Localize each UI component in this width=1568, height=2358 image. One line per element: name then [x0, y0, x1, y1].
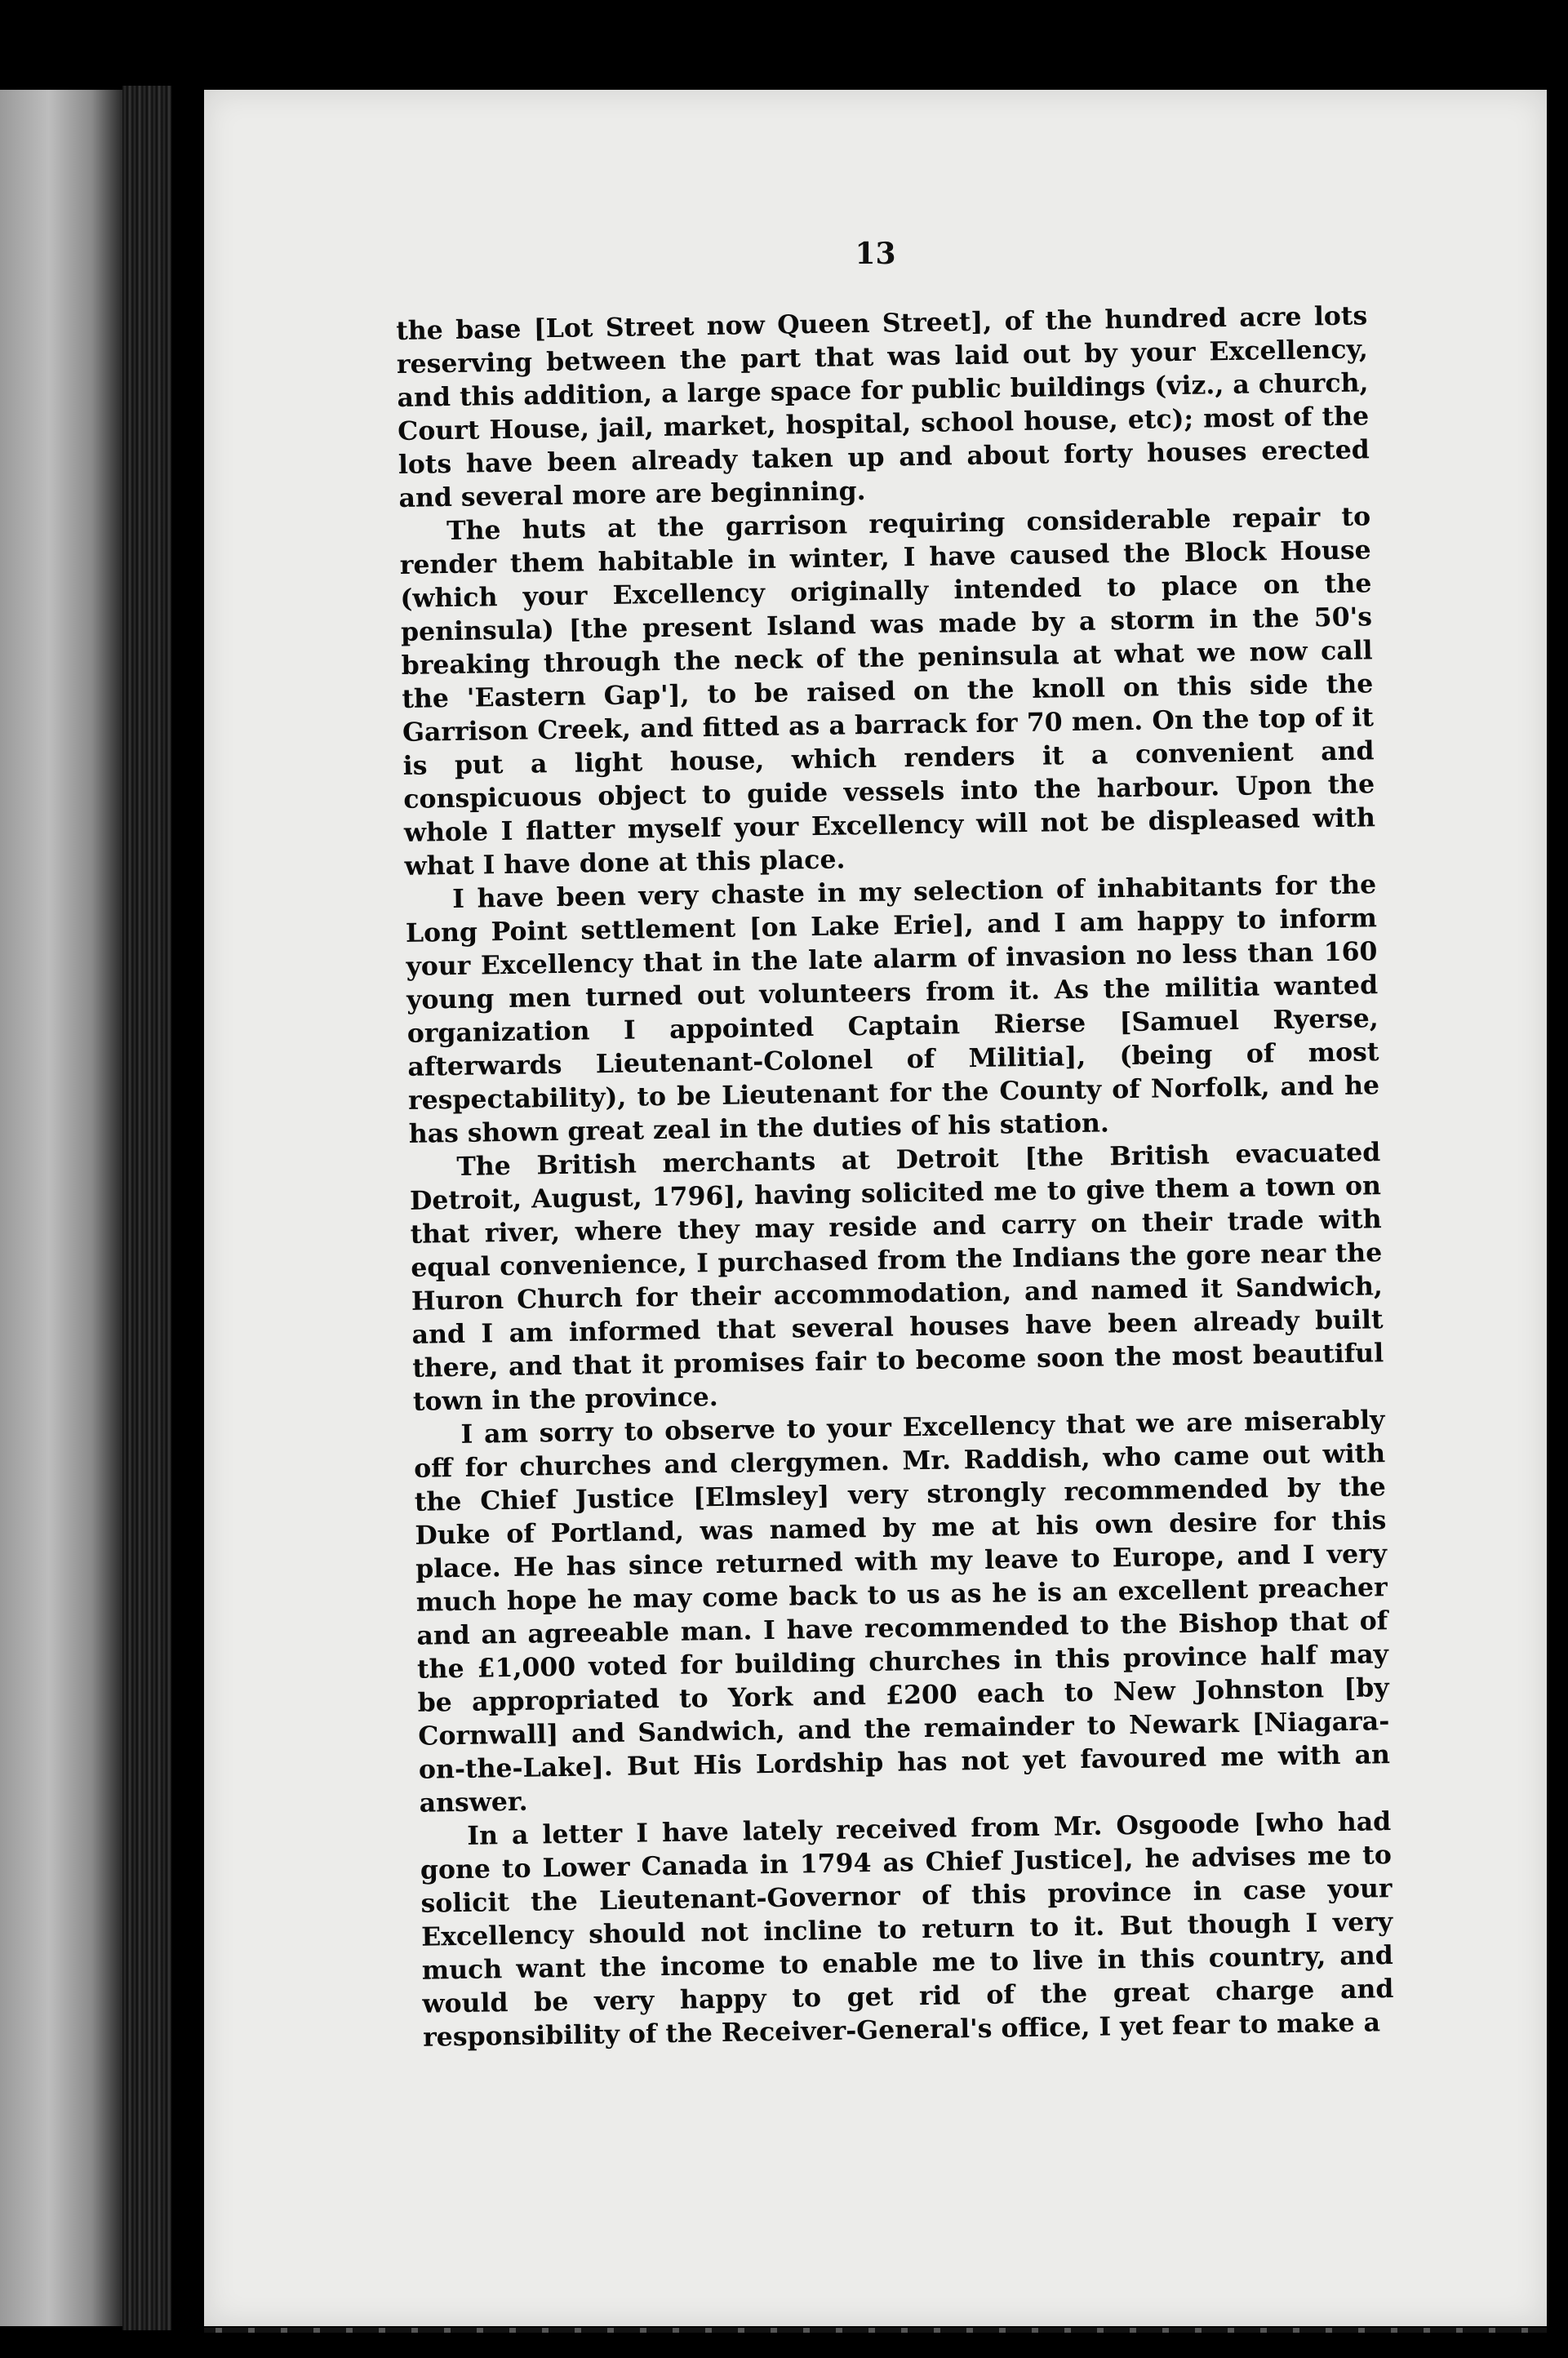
page-bottom-edge	[204, 2328, 1547, 2333]
book-gutter	[122, 86, 171, 2330]
paragraph-4: The British merchants at Detroit [the British evacuated Detroit, August, 1796], having solicited me to give them a town on that river, where they may reside and carry on their trade with equal convenience, I purchased from the Indians the gore near the Huron Church for their accommodation, and named it Sandwich, and I am informed that several houses have been already built there, and that it promises fair to become soon the most beautiful town in the province.	[409, 1137, 1384, 1417]
paragraph-6: In a letter I have lately received from Mr. Osgoode [who had gone to Lower Canada in 1794 as Chief Justice], he advises me to solicit the Lieutenant-Governor of this province in case your Excellency should not incline to return to it. But though I very much want the income to enable me to live in this country, and would be very happy to get rid of the great charge and responsibility of the Receiver-General's office, I yet fear to make a	[420, 1806, 1394, 2053]
body-text	[396, 299, 1394, 2054]
page-number: 13	[855, 237, 896, 271]
paragraph-5: I am sorry to observe to your Excellency that we are miserably off for churches and clergymen. Mr. Raddish, who came out with the Chief Justice [Elmsley] very strongly recommended by the Duke of Portland, was named by me at his own desire for this place. He has since returned with my leave to Europe, and I very much hope he may come back to us as he is an excellent preacher and an agreeable man. I have recommended to the Bishop that of the £1,000 voted for building churches in this province half may be appropriated to York and £200 each to New Johnston [by Cornwall] and Sandwich, and the remainder to Newark [Niagara-on-the-Lake]. But His Lordship has not yet favoured me with an answer.	[413, 1405, 1391, 1818]
facing-page-edge	[0, 90, 122, 2326]
paragraph-2: The huts at the garrison requiring considerable repair to render them habitable in winter, I have caused the Block House (which your Excellency originally intended to place on the peninsula) [the present Island was made by a storm in the 50's breaking through the neck of the peninsula at what we now call the 'Eastern Gap'], to be raised on the knoll on this side the Garrison Creek, and fitted as a barrack for 70 men. On the top of it is put a light house, which renders it a convenient and conspicuous object to guide vessels into the harbour. Upon the whole I flatter myself your Excellency will not be displeased with what I have done at this place.	[399, 501, 1376, 881]
document-page	[204, 90, 1547, 2326]
paragraph-3: I have been very chaste in my selection of inhabitants for the Long Point settlement [on Lake Erie], and I am happy to inform your Excellency that in the late alarm of invasion no less than 160 young men turned out volunteers from it. As the militia wanted organization I appointed Captain Rierse [Samuel Ryerse, afterwards Lieutenant-Colonel of Militia], (being of most respectability), to be Lieutenant for the County of Norfolk, and he has shown great zeal in the duties of his station.	[405, 869, 1380, 1149]
paragraph-1: the base [Lot Street now Queen Street], of the hundred acre lots reserving between the part that was laid out by your Excellency, and this addition, a large space for public buildings (viz., a church, Court House, jail, market, hospital, school house, etc); most of the lots have been already taken up and about forty houses erected and several more are beginning.	[396, 300, 1370, 513]
